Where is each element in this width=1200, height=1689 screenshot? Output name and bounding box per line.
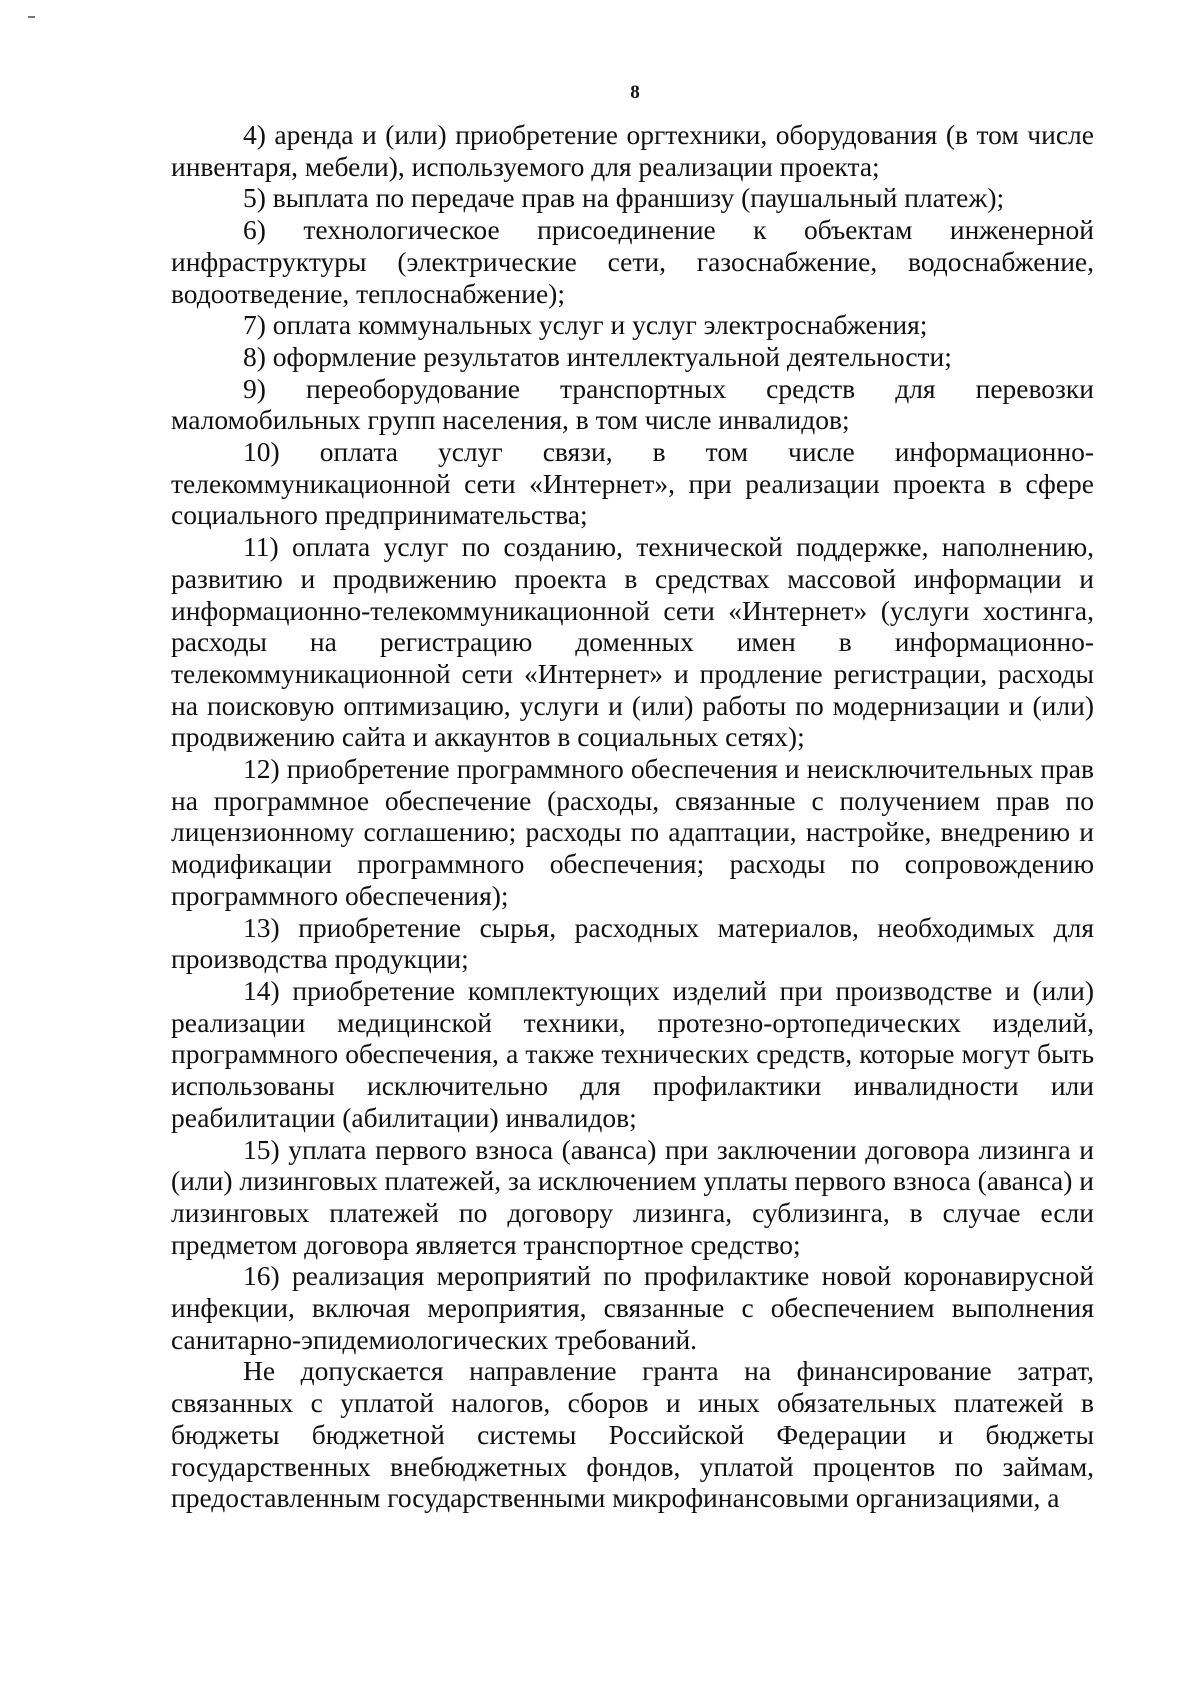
- list-item-14: 14) приобретение комплектующих изделий при производстве и (или) реализации медицинской техники, протезно-ортопедических изделий, программного обеспечения, а также технических средств, которые могут быть использованы исключительно для профилактики инвалидности или реабилитации (абилитации) инвалидов;: [171, 974, 1094, 1133]
- list-item-12: 12) приобретение программного обеспечения и неисключительных прав на программное обеспечение (расходы, связанные с получением прав по лицензионному соглашению; расходы по адаптации, настройке, внедрению и модификации программного обеспечения; расходы по сопровождению программного обеспечения);: [171, 753, 1094, 911]
- list-item-6: 6) технологическое присоединение к объектам инженерной инфраструктуры (электрические сети, газоснабжение, водоснабжение, водоотведение, теплоснабжение);: [171, 214, 1094, 309]
- list-item-16: 16) реализация мероприятий по профилактике новой коронавирусной инфекции, включая мероприятия, связанные с обеспечением выполнения санитарно-эпидемиологических требований.: [171, 1260, 1094, 1355]
- list-item-10: 10) оплата услуг связи, в том числе информационно-телекоммуникационной сети «Интернет», при реализации проекта в сфере социального предпринимательства;: [171, 436, 1094, 531]
- page-number: 8: [630, 82, 640, 103]
- list-item-7: 7) оплата коммунальных услуг и услуг электроснабжения;: [243, 309, 928, 341]
- document-body: [171, 119, 1094, 1514]
- scan-artifact: [28, 16, 35, 18]
- list-item-8: 8) оформление результатов интеллектуальной деятельности;: [243, 340, 952, 372]
- list-item-11: 11) оплата услуг по созданию, технической поддержке, наполнению, развитию и продвижению проекта в средствах массовой информации и информационно-телекоммуникационной сети «Интернет» (услуги хостинга, расходы на регистрацию доменных имен в информационно-телекоммуникационной сети «Интернет» и продление регистрации, расходы на поисковую оптимизацию, услуги и (или) работы по модернизации и (или) продвижению сайта и аккаунтов в социальных сетях);: [171, 531, 1094, 753]
- list-item-15: 15) уплата первого взноса (аванса) при заключении договора лизинга и (или) лизинговых платежей, за исключением уплаты первого взноса (аванса) и лизинговых платежей по договору лизинга, сублизинга, в случае если предметом договора является транспортное средство;: [171, 1133, 1094, 1260]
- list-item-5: 5) выплата по передаче прав на франшизу (паушальный платеж);: [243, 182, 1005, 214]
- list-item-9: 9) переоборудование транспортных средств для перевозки маломобильных групп населения, в том числе инвалидов;: [171, 372, 1094, 436]
- closing-paragraph: Не допускается направление гранта на финансирование затрат, связанных с уплатой налогов, сборов и иных обязательных платежей в бюджеты бюджетной системы Российской Федерации и бюджеты государственных внебюджетных фондов, уплатой процентов по займам, предоставленным государственными микрофинансовыми организациями, а: [171, 1355, 1094, 1514]
- list-item-4: 4) аренда и (или) приобретение оргтехники, оборудования (в том числе инвентаря, мебели), используемого для реализации проекта;: [171, 119, 1094, 182]
- list-item-13: 13) приобретение сырья, расходных материалов, необходимых для производства продукции;: [171, 911, 1094, 975]
